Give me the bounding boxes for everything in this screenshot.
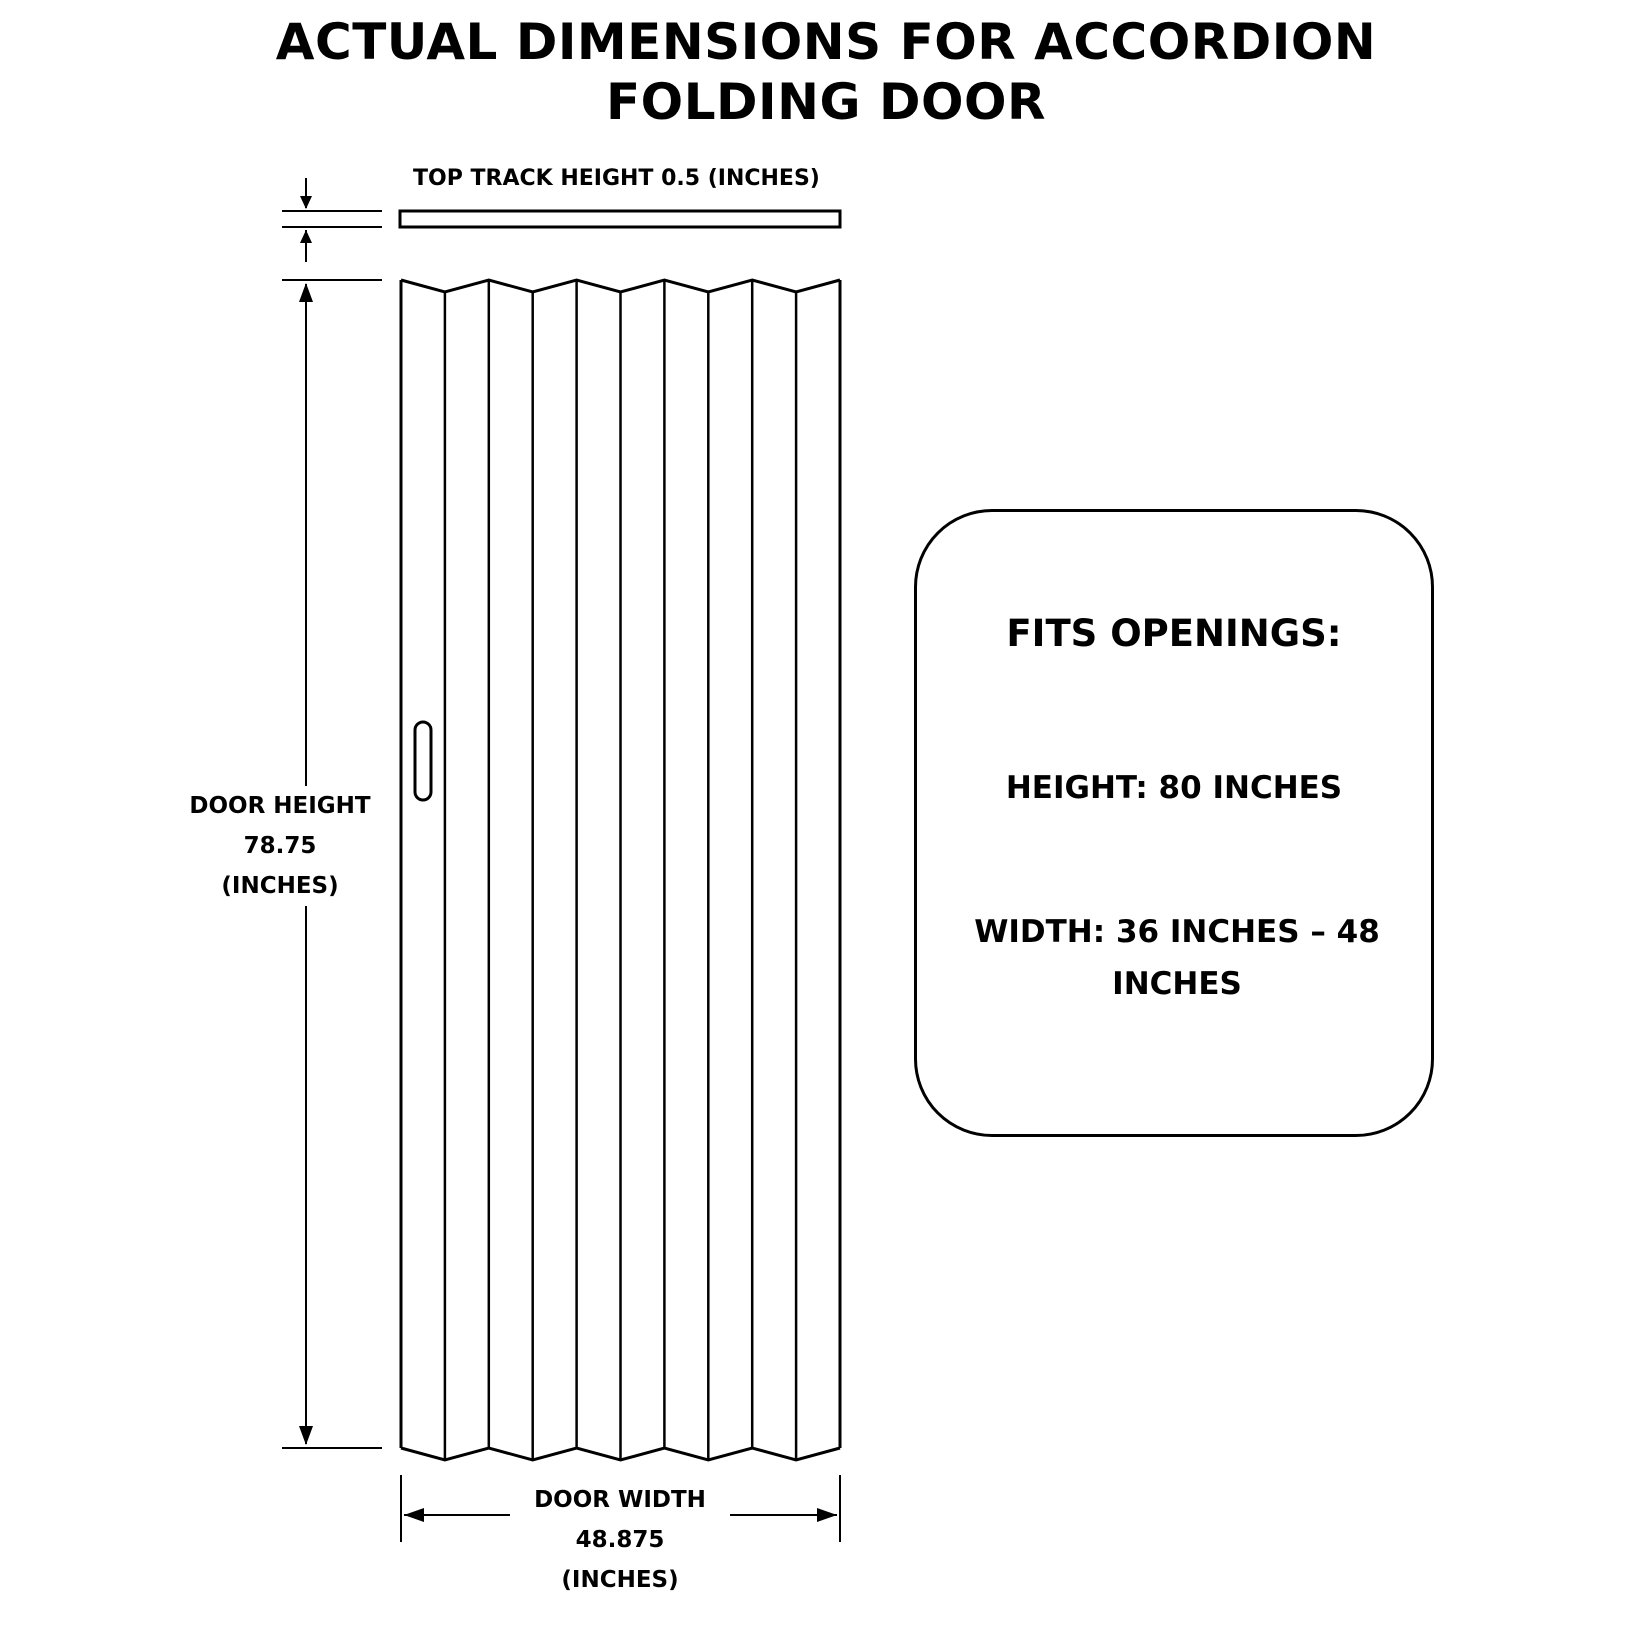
track-arrowhead-up [300, 230, 312, 243]
door-top-edge [401, 280, 840, 292]
width-arrowhead-right [817, 1508, 837, 1522]
fits-openings-width: WIDTH: 36 INCHES – 48 INCHES [974, 914, 1380, 1002]
door-width-unit: (INCHES) [561, 1567, 679, 1593]
top-track-rail [400, 211, 840, 227]
height-arrowhead-up [299, 283, 313, 302]
door-handle [415, 722, 431, 800]
title-line-1: ACTUAL DIMENSIONS FOR ACCORDION [275, 13, 1377, 71]
title-line-2: FOLDING DOOR [606, 73, 1046, 131]
door-width-value: 48.875 [575, 1527, 665, 1553]
door-height-title: DOOR HEIGHT [189, 793, 371, 819]
fits-openings-box [914, 509, 1434, 1137]
door-height-unit: (INCHES) [221, 873, 339, 899]
door-width-title: DOOR WIDTH [534, 1487, 706, 1513]
fits-openings-title: FITS OPENINGS: [1006, 612, 1342, 655]
top-track-label: TOP TRACK HEIGHT 0.5 (INCHES) [413, 166, 820, 191]
height-arrowhead-down [299, 1426, 313, 1445]
fits-openings-height: HEIGHT: 80 INCHES [1005, 770, 1343, 806]
accordion-door [401, 280, 840, 1460]
door-width-label [510, 1480, 730, 1600]
width-arrowhead-left [404, 1508, 424, 1522]
track-arrowhead-down [300, 196, 312, 209]
door-height-label [180, 786, 380, 906]
door-height-value: 78.75 [243, 833, 317, 859]
